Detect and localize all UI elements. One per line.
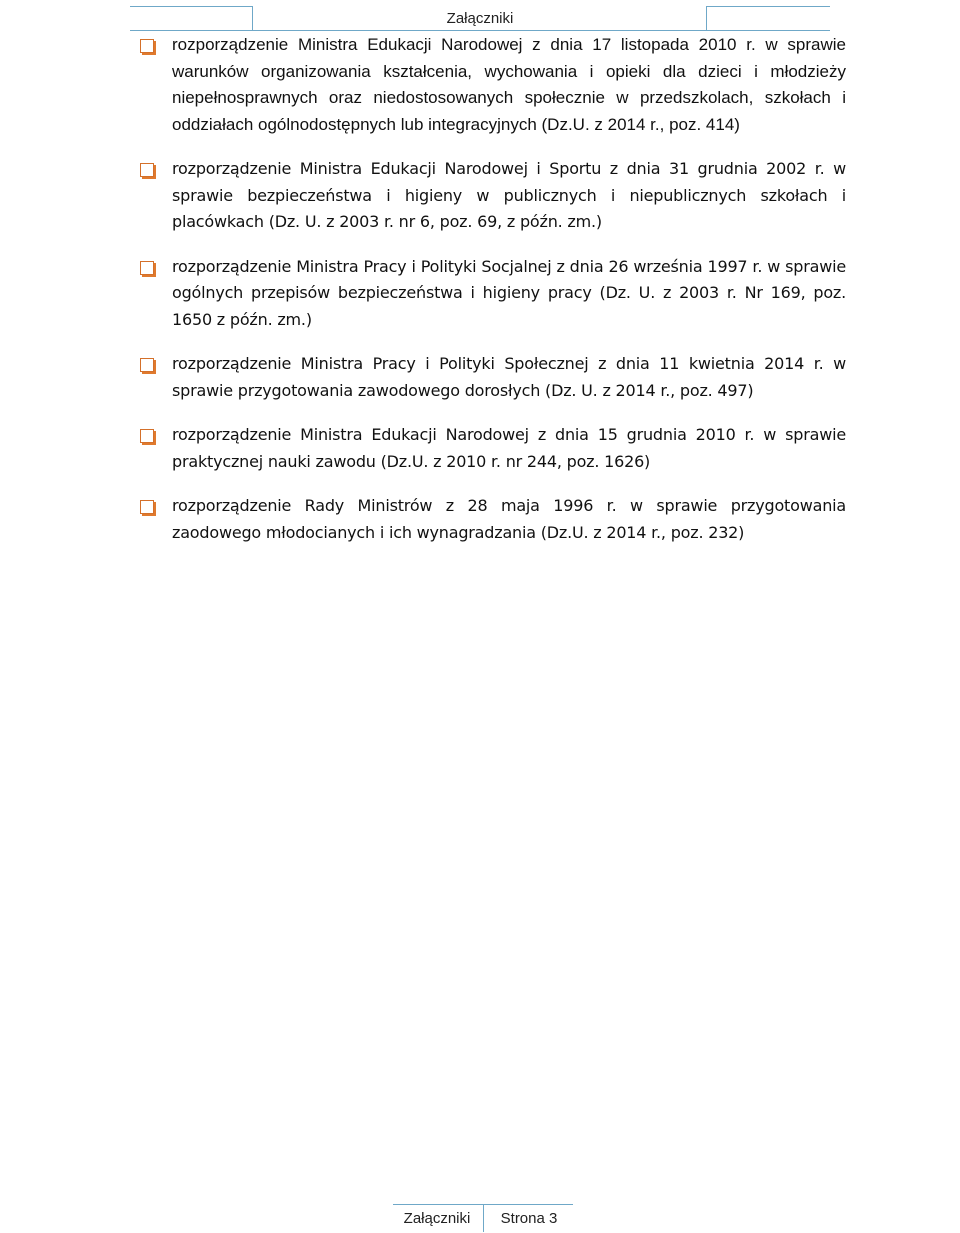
checkbox-bullet-icon	[140, 39, 154, 53]
list-item	[138, 493, 846, 546]
header-title: Załączniki	[446, 10, 514, 27]
checkbox-bullet-icon	[140, 500, 154, 514]
list-item	[138, 156, 846, 236]
list-item	[138, 351, 846, 404]
checkbox-bullet-icon	[140, 429, 154, 443]
header-rule-right	[706, 6, 830, 7]
header-rule-left	[130, 6, 252, 7]
list-item	[138, 32, 846, 138]
checkbox-bullet-icon	[140, 261, 154, 275]
list-item-text: rozporządzenie Ministra Edukacji Narodowej i Sportu z dnia 31 grudnia 2002 r. w sprawie bezpieczeństwa i higieny w publicznych i niepublicznych szkołach i placówkach (Dz. U. z 2003 r. nr 6, poz. 69, z późn. zm.)	[172, 159, 846, 231]
list-item-text: rozporządzenie Ministra Pracy i Polityki Socjalnej z dnia 26 września 1997 r. w sprawie ogólnych przepisów bezpieczeństwa i higieny pracy (Dz. U. z 2003 r. Nr 169, poz. 1650 z późn. zm.)	[172, 256, 846, 329]
header-tick-left	[252, 6, 253, 30]
list-item-text: rozporządzenie Ministra Edukacji Narodowej z dnia 15 grudnia 2010 r. w sprawie praktycznej nauki zawodu (Dz.U. z 2010 r. nr 244, poz. 1626)	[172, 425, 846, 471]
page-number: Strona 3	[500, 1210, 558, 1227]
regulation-list	[138, 32, 846, 564]
list-item	[138, 254, 846, 334]
footer-separator	[483, 1204, 484, 1232]
list-item-text: rozporządzenie Ministra Edukacji Narodowej z dnia 17 listopada 2010 r. w sprawie warunków organizowania kształcenia, wychowania i opieki dla dzieci i młodzieży niepełnosprawnych oraz niedostosowanych społecznie w przedszkolach, szkołach i oddziałach ogólnodostępnych lub integracyjnych (Dz.U. z 2014 r., poz. 414)	[172, 35, 846, 134]
checkbox-bullet-icon	[140, 163, 154, 177]
header-tick-right	[706, 6, 707, 30]
header-baseline	[130, 30, 830, 31]
footer-section-label: Załączniki	[403, 1210, 471, 1227]
list-item-text: rozporządzenie Rady Ministrów z 28 maja 1996 r. w sprawie przygotowania zaodowego młodocianych i ich wynagradzania (Dz.U. z 2014 r., poz. 232)	[172, 496, 846, 542]
list-item-text: rozporządzenie Ministra Pracy i Polityki Społecznej z dnia 11 kwietnia 2014 r. w sprawie przygotowania zawodowego dorosłych (Dz. U. z 2014 r., poz. 497)	[172, 354, 846, 400]
checkbox-bullet-icon	[140, 358, 154, 372]
list-item	[138, 422, 846, 475]
